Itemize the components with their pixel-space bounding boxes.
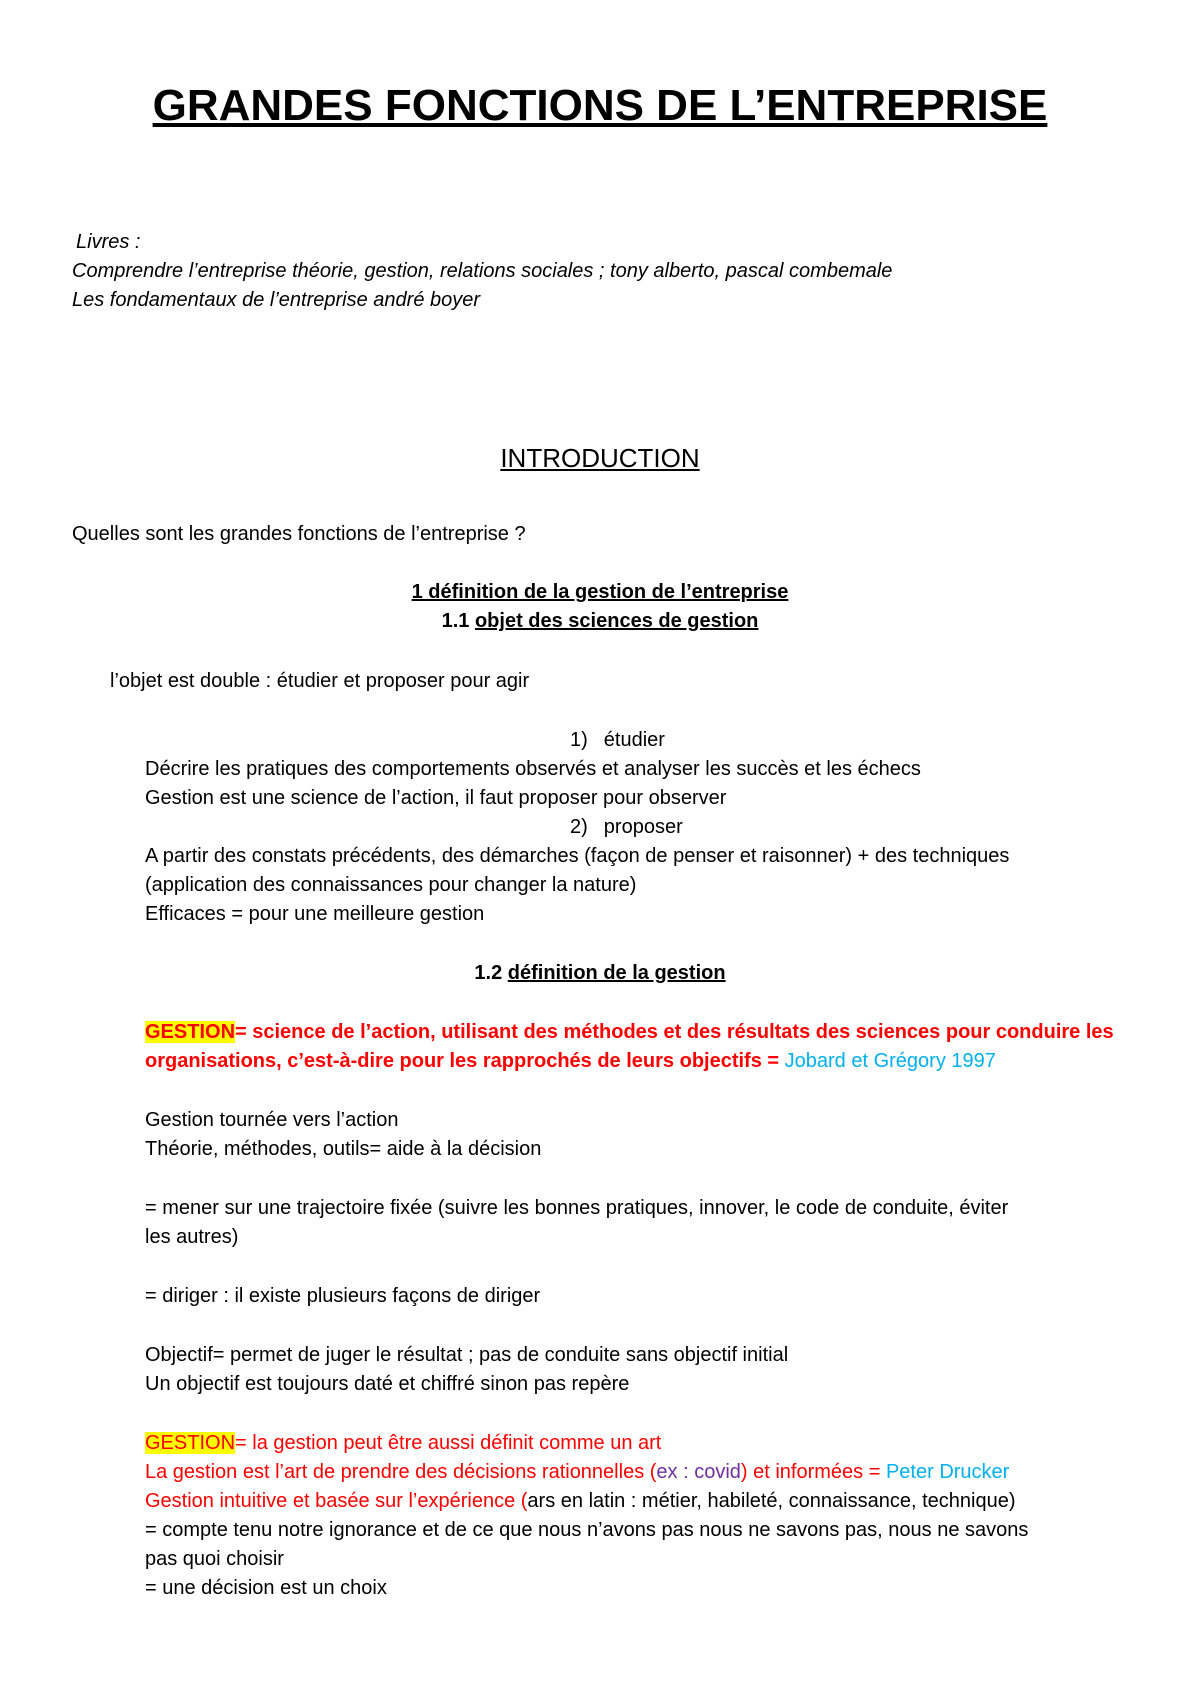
section-1-2-heading — [0, 959, 1200, 987]
text-line: A partir des constats précédents, des démarches (façon de penser et raisonner) + des techniques — [145, 845, 1010, 867]
section-1-1-number: 1.1 — [441, 610, 475, 632]
definition-text: Gestion intuitive et basée sur l’expérience ( — [145, 1490, 528, 1512]
section-1-2-number: 1.2 — [474, 962, 508, 984]
text-line: = mener sur une trajectoire fixée (suivre les bonnes pratiques, innover, le code de conduite, éviter — [145, 1197, 1009, 1219]
introduction-heading: INTRODUCTION — [500, 443, 700, 473]
gestion-definition-1-cont — [145, 1047, 996, 1075]
text-line: Gestion tournée vers l’action — [145, 1109, 399, 1131]
list-item-1 — [570, 726, 665, 754]
text-line: les autres) — [145, 1226, 239, 1248]
text-line: = une décision est un choix — [145, 1577, 387, 1599]
section-1-heading: 1 définition de la gestion de l’entreprise — [411, 581, 789, 603]
list-item-2-text: proposer — [603, 816, 683, 838]
section-1-1-heading — [0, 607, 1200, 635]
objet-line: l’objet est double : étudier et proposer pour agir — [110, 670, 530, 692]
text-line: Gestion est une science de l’action, il faut proposer pour observer — [145, 787, 727, 809]
list-item-1-number: 1) — [570, 729, 588, 751]
text-line: = compte tenu notre ignorance et de ce que nous n’avons pas nous ne savons pas, nous ne savons — [145, 1519, 1029, 1541]
book-1: Comprendre l’entreprise théorie, gestion, relations sociales ; tony alberto, pascal combemale — [72, 260, 893, 282]
definition-text: La gestion est l’art de prendre des décisions rationnelles ( — [145, 1461, 657, 1483]
books-label: Livres : — [76, 231, 141, 253]
book-2: Les fondamentaux de l’entreprise andré boyer — [72, 289, 481, 311]
intro-question: Quelles sont les grandes fonctions de l’entreprise ? — [72, 523, 526, 545]
text-line: (application des connaissances pour changer la nature) — [145, 874, 637, 896]
section-1-1-title: objet des sciences de gestion — [474, 610, 759, 632]
ars-explanation: ars en latin : métier, habileté, connaissance, technique) — [527, 1490, 1016, 1512]
gestion-highlight: GESTION — [145, 1432, 236, 1454]
list-item-2-number: 2) — [570, 816, 588, 838]
author-citation: Peter Drucker — [885, 1461, 1010, 1483]
text-line: Objectif= permet de juger le résultat ; pas de conduite sans objectif initial — [145, 1344, 789, 1366]
text-line: Théorie, méthodes, outils= aide à la décision — [145, 1138, 542, 1160]
definition-text: ) et informées = — [740, 1461, 886, 1483]
list-item-1-text: étudier — [603, 729, 665, 751]
text-line: = diriger : il existe plusieurs façons de diriger — [145, 1285, 541, 1307]
definition-text: organisations, c’est-à-dire pour les rapprochés de leurs objectifs = — [145, 1050, 785, 1072]
gestion-definition-1 — [145, 1018, 1114, 1046]
section-1-2-title: définition de la gestion — [507, 962, 726, 984]
text-line: Un objectif est toujours daté et chiffré sinon pas repère — [145, 1373, 630, 1395]
gestion-highlight: GESTION — [145, 1021, 236, 1043]
definition-text: = science de l’action, utilisant des méthodes et des résultats des sciences pour conduire les — [235, 1021, 1114, 1043]
example-covid: ex : covid — [656, 1461, 741, 1483]
document-title: GRANDES FONCTIONS DE L’ENTREPRISE — [152, 81, 1048, 130]
text-line: Décrire les pratiques des comportements observés et analyser les succès et les échecs — [145, 758, 921, 780]
text-line: Efficaces = pour une meilleure gestion — [145, 903, 485, 925]
gestion-definition-2 — [145, 1429, 661, 1457]
list-item-2 — [570, 813, 683, 841]
gestion-intuitive-line — [145, 1487, 1016, 1515]
text-line: pas quoi choisir — [145, 1548, 284, 1570]
definition-text: = la gestion peut être aussi définit comme un art — [235, 1432, 662, 1454]
gestion-art-line — [145, 1458, 1009, 1486]
author-citation: Jobard et Grégory 1997 — [784, 1050, 996, 1072]
